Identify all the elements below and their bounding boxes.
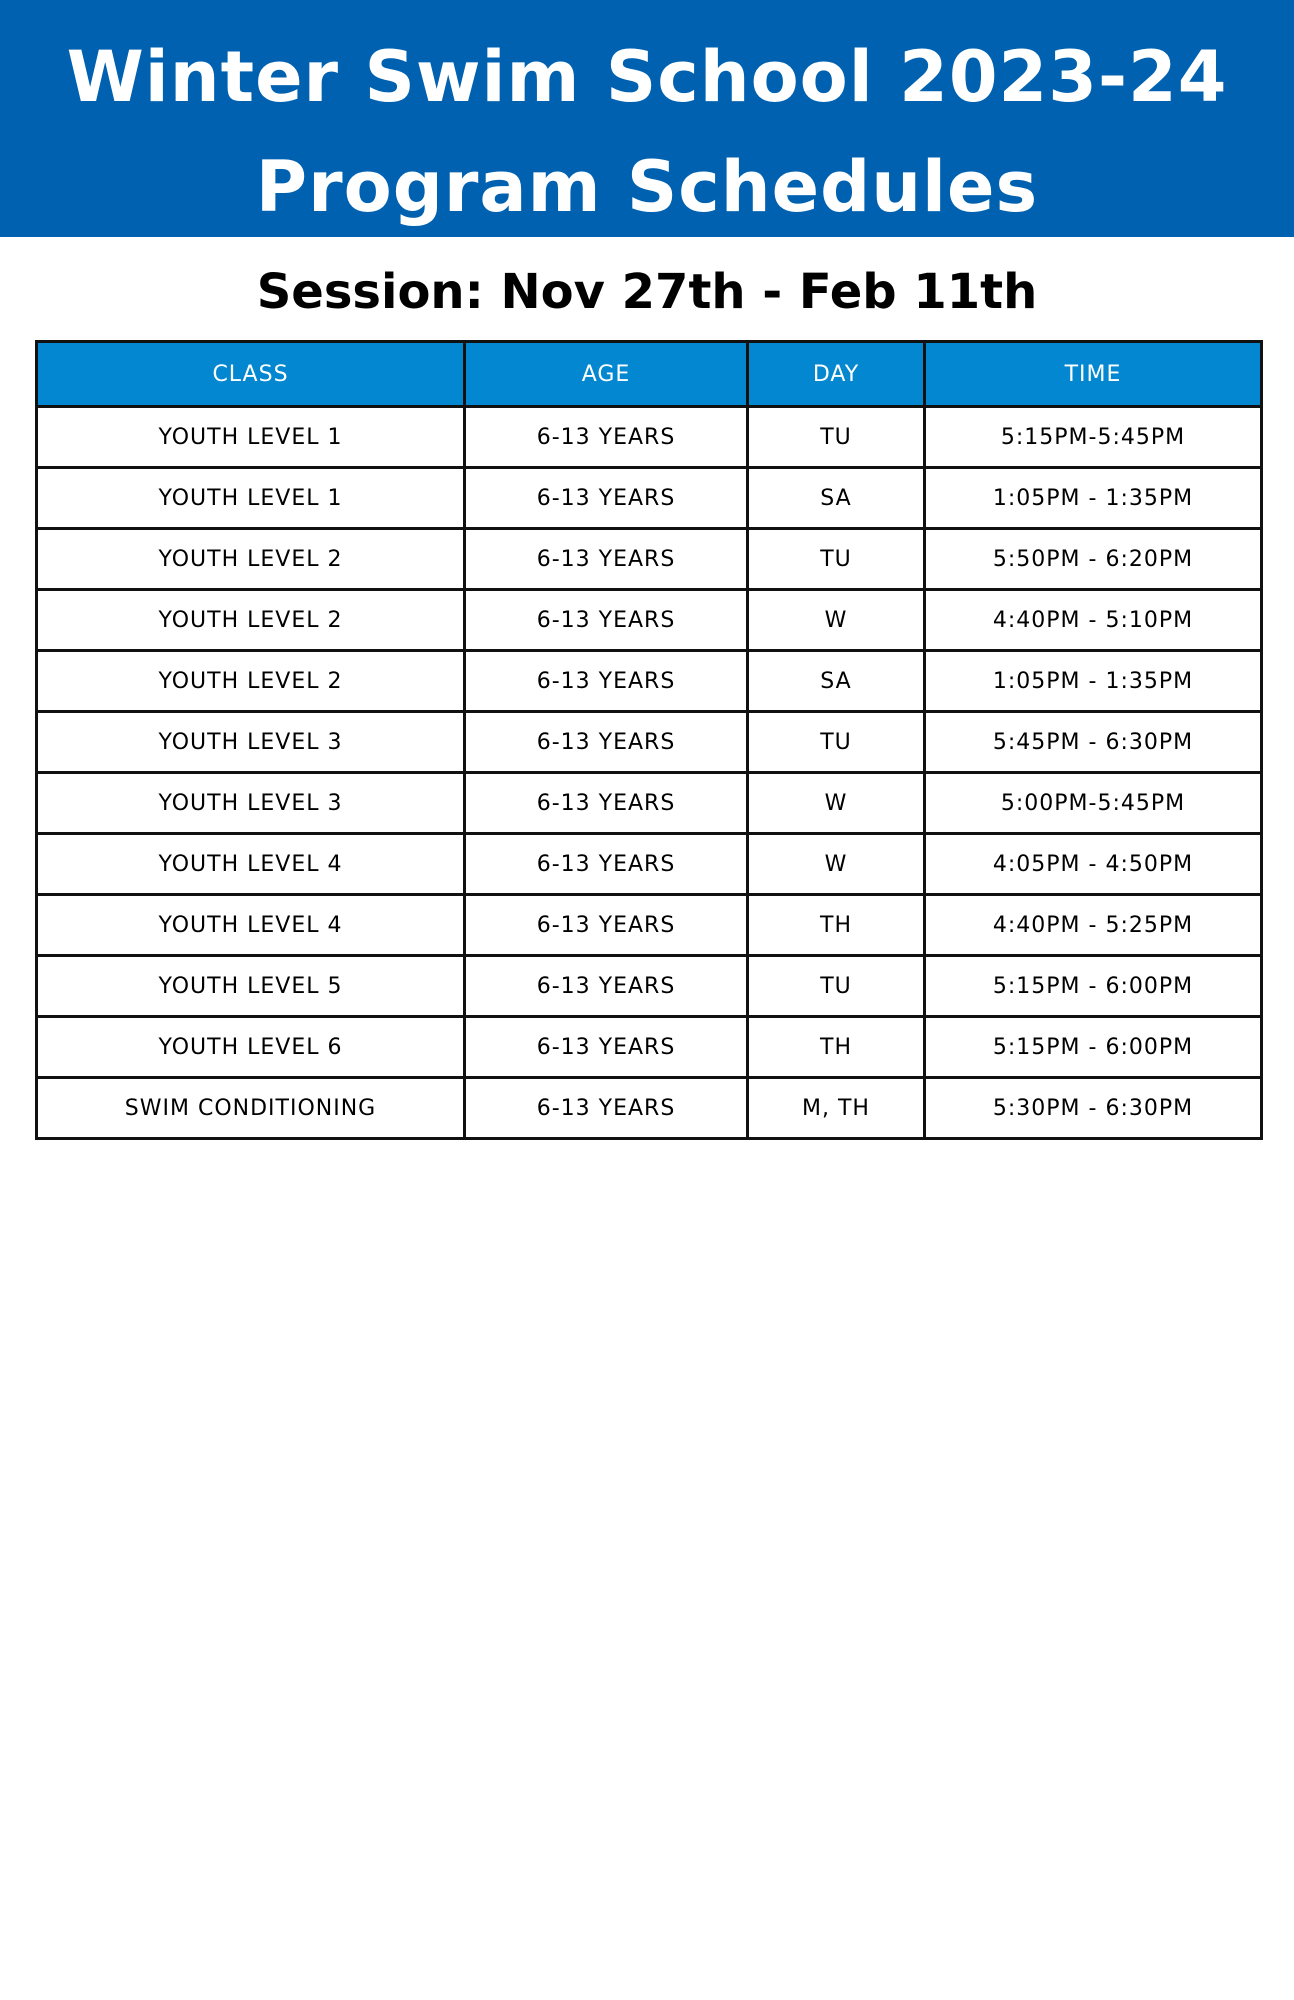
day-cell: SA — [748, 468, 925, 529]
time-cell: 4:40PM - 5:10PM — [925, 590, 1262, 651]
age-cell: 6-13 YEARS — [465, 651, 748, 712]
time-cell: 5:30PM - 6:30PM — [925, 1078, 1262, 1139]
time-cell: 1:05PM - 1:35PM — [925, 651, 1262, 712]
time-cell: 5:15PM - 6:00PM — [925, 956, 1262, 1017]
column-header-day: DAY — [748, 342, 925, 407]
time-cell: 5:15PM-5:45PM — [925, 407, 1262, 468]
age-cell: 6-13 YEARS — [465, 529, 748, 590]
table-row — [37, 1078, 1262, 1139]
day-cell: TH — [748, 1017, 925, 1078]
time-cell: 5:15PM - 6:00PM — [925, 1017, 1262, 1078]
page-title-line-2: Program Schedules — [255, 146, 1039, 228]
age-cell: 6-13 YEARS — [465, 468, 748, 529]
class-cell: YOUTH LEVEL 2 — [37, 590, 465, 651]
table-row — [37, 834, 1262, 895]
day-cell: W — [748, 773, 925, 834]
class-cell: YOUTH LEVEL 3 — [37, 712, 465, 773]
day-cell: SA — [748, 651, 925, 712]
age-cell: 6-13 YEARS — [465, 773, 748, 834]
column-header-time: TIME — [925, 342, 1262, 407]
class-cell: YOUTH LEVEL 3 — [37, 773, 465, 834]
schedule-table — [35, 340, 1263, 1140]
table-header-row — [37, 342, 1262, 407]
time-cell: 5:45PM - 6:30PM — [925, 712, 1262, 773]
time-cell: 4:05PM - 4:50PM — [925, 834, 1262, 895]
class-cell: YOUTH LEVEL 4 — [37, 895, 465, 956]
time-cell: 5:50PM - 6:20PM — [925, 529, 1262, 590]
day-cell: TU — [748, 407, 925, 468]
age-cell: 6-13 YEARS — [465, 712, 748, 773]
age-cell: 6-13 YEARS — [465, 407, 748, 468]
table-row — [37, 895, 1262, 956]
header-banner — [0, 0, 1294, 237]
class-cell: YOUTH LEVEL 6 — [37, 1017, 465, 1078]
table-row — [37, 956, 1262, 1017]
age-cell: 6-13 YEARS — [465, 956, 748, 1017]
class-cell: YOUTH LEVEL 5 — [37, 956, 465, 1017]
age-cell: 6-13 YEARS — [465, 590, 748, 651]
table-row — [37, 651, 1262, 712]
age-cell: 6-13 YEARS — [465, 834, 748, 895]
time-cell: 4:40PM - 5:25PM — [925, 895, 1262, 956]
column-header-age: AGE — [465, 342, 748, 407]
day-cell: M, TH — [748, 1078, 925, 1139]
table-row — [37, 1017, 1262, 1078]
table-row — [37, 712, 1262, 773]
class-cell: YOUTH LEVEL 1 — [37, 468, 465, 529]
class-cell: YOUTH LEVEL 2 — [37, 529, 465, 590]
column-header-class: CLASS — [37, 342, 465, 407]
age-cell: 6-13 YEARS — [465, 1078, 748, 1139]
class-cell: SWIM CONDITIONING — [37, 1078, 465, 1139]
day-cell: W — [748, 834, 925, 895]
day-cell: TU — [748, 529, 925, 590]
age-cell: 6-13 YEARS — [465, 895, 748, 956]
class-cell: YOUTH LEVEL 4 — [37, 834, 465, 895]
class-cell: YOUTH LEVEL 1 — [37, 407, 465, 468]
page-title-line-1: Winter Swim School 2023-24 — [66, 36, 1228, 118]
day-cell: TU — [748, 712, 925, 773]
session-dates: Session: Nov 27th - Feb 11th — [256, 264, 1038, 320]
class-cell: YOUTH LEVEL 2 — [37, 651, 465, 712]
table-row — [37, 590, 1262, 651]
table-row — [37, 529, 1262, 590]
day-cell: W — [748, 590, 925, 651]
day-cell: TH — [748, 895, 925, 956]
table-row — [37, 468, 1262, 529]
age-cell: 6-13 YEARS — [465, 1017, 748, 1078]
time-cell: 5:00PM-5:45PM — [925, 773, 1262, 834]
table-row — [37, 773, 1262, 834]
table-row — [37, 407, 1262, 468]
day-cell: TU — [748, 956, 925, 1017]
time-cell: 1:05PM - 1:35PM — [925, 468, 1262, 529]
